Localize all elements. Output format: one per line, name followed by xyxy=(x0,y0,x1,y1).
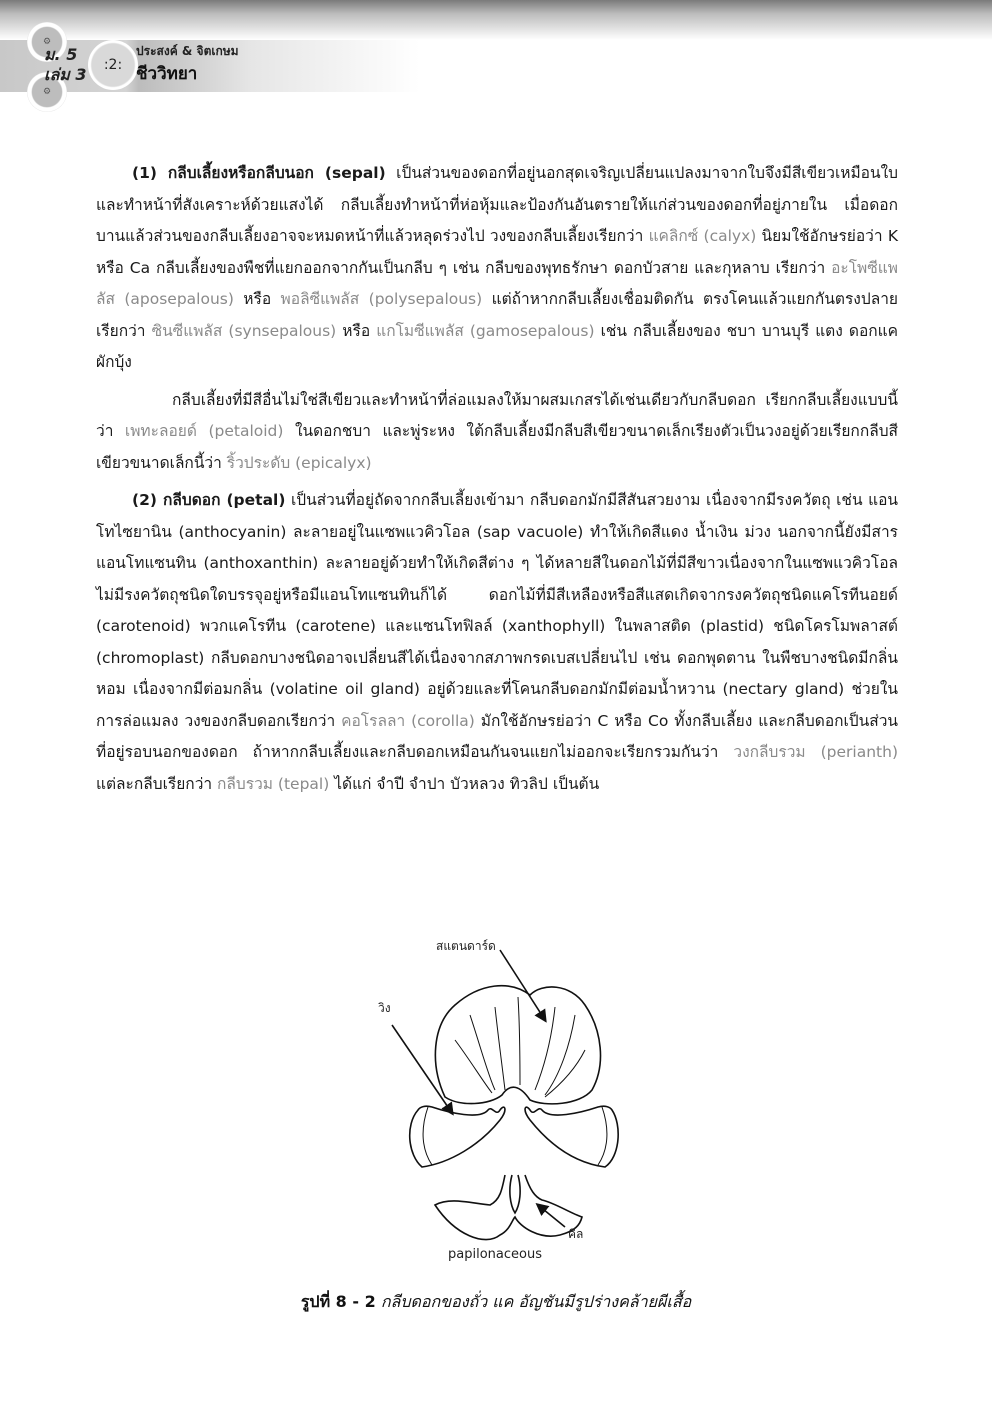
body-text: กลีบเลี้ยงที่มีสีอื่นไม่ใช่สีเขียวและทำหน้าที่ล่อแมลงให้มาผสมเกสรได้เช่นเดียวกับกลีบดอก เรียกกลีบเลี้ยงแบบนี้ว่า xyxy=(96,390,898,440)
body-text: เป็นส่วนที่อยู่ถัดจากกลีบเลี้ยงเข้ามา กลีบดอกมักมีสีสันสวยงาม เนื่องจากมีรงควัตถุ เช่น แอนโทไซยานิน (anthocyanin) ละลายอยู่ในแซพแวคิวโอล (sap vacuole) ทำให้เกิดสีแดง น้ำเงิน ม่วง นอกจากนี้ยังมีสารแอนโทแซนทิน (anthoxanthin) ละลายอยู่ด้วยทำให้เกิดสีต่าง ๆ ได้หลายสีในดอกไม้ที่มีสีขาวเนื่องจากในแซพแวคิวโอลไม่มีรงควัตถุชนิดใดบรรจุอยู่หรือมีแอนโทแซนทินก็ได้ ดอกไม้ที่มีสีเหลืองหรือสีแสดเกิดจากรงควัตถุชนิดแคโรทีนอยด์ (carotenoid) พวกแคโรทีน (carotene) และแซนโทฟิลล์ (xanthophyll) ในพลาสติด (plastid) ชนิดโครโมพลาสต์ (chromoplast) กลีบดอกบางชนิดอาจเปลี่ยนสีได้เนื่องจากสภาพกรดเบสเปลี่ยนไป เช่น ดอกพุดตาน ในพืชบางชนิดมีกลิ่นหอม เนื่องจากมีต่อมกลิ่น (volatine oil gland) อยู่ด้วยและที่โคนกลีบดอกมักมีต่อมน้ำหวาน (nectary gland) ช่วยในการล่อแมลง วงของกลีบดอกเรียกว่า xyxy=(96,491,898,730)
body-text: ได้แก่ จำปี จำปา บัวหลวง ทิวลิป เป็นต้น xyxy=(329,774,600,793)
header-authors: ประสงค์ & จิตเกษม xyxy=(136,44,239,58)
term-aposepalous: อะโพซีแพลัส (aposepalous) xyxy=(96,258,898,308)
term-epicalyx: ริ้วประดับ (epicalyx) xyxy=(226,453,372,472)
volume-label: เล่ม 3 xyxy=(44,65,87,84)
body-text: นิยมใช้อักษรย่อว่า K หรือ Ca กลีบเลี้ยงของพืชที่แยกออกจากกันเป็นกลีบ ๆ เช่น กลีบของพุทธรักษา ดอกบัวสาย และกุหลาบ เรียกว่า xyxy=(96,227,898,277)
page-body xyxy=(96,158,898,806)
header-subject: ชีววิทยา xyxy=(136,64,198,84)
grade-label: ม. 5 xyxy=(44,45,78,64)
chapter-badge xyxy=(88,40,138,90)
body-text: แต่ละกลีบเรียกว่า xyxy=(96,774,218,793)
body-text: เช่น กลีบเลี้ยงของ ชบา บานบุรี แตง ดอกแค ผักบุ้ง xyxy=(96,321,898,371)
label-wing: วิง xyxy=(378,1001,391,1015)
term-corolla: คอโรลลา (corolla) xyxy=(341,711,475,730)
term-perianth: วงกลีบรวม (perianth) xyxy=(733,743,898,761)
paragraph-petal xyxy=(96,485,898,800)
term-tepal: กลีบรวม (tepal) xyxy=(217,774,330,793)
flower-diagram-icon xyxy=(370,935,660,1275)
paragraph-petaloid xyxy=(96,385,898,480)
label-papilonaceous: papilonaceous xyxy=(448,1247,542,1262)
body-text: เป็นส่วนของดอกที่อยู่นอกสุดเจริญเปลี่ยนแปลงมาจากใบจึงมีสีเขียวเหมือนใบและทำหน้าที่สังเคราะห์ด้วยแสงได้ กลีบเลี้ยงทำหน้าที่ห่อหุ้มและป้องกันอันตรายให้แก่ส่วนของดอกที่อยู่ภายใน เมื่อดอกบานแล้วส่วนของกลีบเลี้ยงอาจจะหมดหน้าที่แล้วหลุดร่วงไป วงของกลีบเลี้ยงเรียกว่า xyxy=(96,164,898,245)
term-synsepalous: ซินซีแพลัส (synsepalous) xyxy=(151,321,337,340)
figure-papilionaceous-flower xyxy=(370,935,660,1275)
figure-caption xyxy=(0,1290,992,1315)
body-text: หรือ xyxy=(336,321,377,340)
term-calyx: แคลิกซ์ (calyx) xyxy=(648,227,757,245)
section-heading-sepal: (1) กลีบเลี้ยงหรือกลีบนอก (sepal) xyxy=(132,164,386,182)
gear-icon: ⚙ xyxy=(42,37,52,47)
caption-number: รูปที่ 8 - 2 xyxy=(300,1292,376,1311)
term-gamosepalous: แกโมซีแพลัส (gamosepalous) xyxy=(376,321,595,340)
paragraph-sepal xyxy=(96,158,898,379)
caption-text: กลีบดอกของถั่ว แค อัญชันมีรูปร่างคล้ายผีเสื้อ xyxy=(375,1292,692,1311)
grade-volume xyxy=(44,45,87,85)
gear-icon: ⚙ xyxy=(42,87,52,97)
term-polysepalous: พอลิซีแพลัส (polysepalous) xyxy=(280,290,483,308)
section-heading-petal: (2) กลีบดอก (petal) xyxy=(132,491,286,509)
body-text: มักใช้อักษรย่อว่า C หรือ Co ทั้งกลีบเลี้ยง และกลีบดอกเป็นส่วนที่อยู่รอบนอกของดอก ถ้าหากกลีบเลี้ยงและกลีบดอกเหมือนกันจนแยกไม่ออกจะเรียกรวมกันว่า xyxy=(96,711,898,761)
term-petaloid: เพทะลอยด์ (petaloid) xyxy=(124,422,284,440)
chapter-number: :2: xyxy=(103,57,123,73)
label-standard: สแตนดาร์ด xyxy=(436,939,496,953)
top-shadow xyxy=(0,0,992,40)
label-keel: คีล xyxy=(568,1227,584,1241)
body-text: หรือ xyxy=(233,290,281,308)
body-text: แต่ถ้าหากกลีบเลี้ยงเชื่อมติดกัน ตรงโคนแล้วแยกกันตรงปลายเรียกว่า xyxy=(96,290,898,340)
body-text: ในดอกชบา และพู่ระหง ใต้กลีบเลี้ยงมีกลีบสีเขียวขนาดเล็กเรียงตัวเป็นวงอยู่ด้วยเรียกกลีบสีเขียวขนาดเล็กนี้ว่า xyxy=(96,422,899,472)
